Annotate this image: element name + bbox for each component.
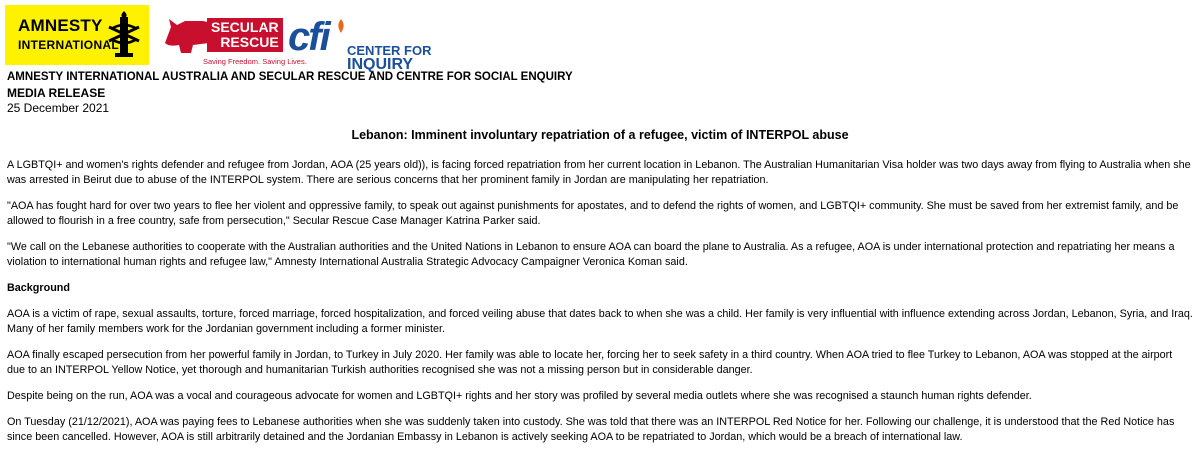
flame-icon — [336, 19, 346, 33]
cfi-logo — [288, 15, 432, 73]
paragraph-intro: A LGBTQI+ and women's rights defender and refugee from Jordan, AOA (25 years old)), is facing forced repatriation from her current location in Lebanon. The Australian Humanitarian Visa holder was two days away from flying to Australia when she was arrested in Beirut due to abuse of the INTERPOL system. There are serious concerns that her prominent family in Jordan are manipulating her repatriation. — [7, 159, 1191, 186]
paragraph-quote-koman: "We call on the Lebanese authorities to cooperate with the Australian authorities and the United Nations in Lebanon to ensure AOA can board the plane to Australia. As a refugee, AOA is under international protection and repatriating her means a violation to international human rights and refugee law," Amnesty International Australia Strategic Advocacy Campaigner Veronica Koman said. — [7, 241, 1175, 268]
organisations-line: AMNESTY INTERNATIONAL AUSTRALIA AND SECULAR RESCUE AND CENTRE FOR SOCIAL ENQUIRY — [7, 71, 573, 83]
cfi-name-line1: CENTER FOR — [347, 43, 432, 58]
amnesty-logo — [5, 5, 149, 65]
secular-tagline: Saving Freedom. Saving Lives. — [203, 57, 307, 66]
paragraph-background-1: AOA is a victim of rape, sexual assaults, torture, forced marriage, forced hospitalization, and forced veiling abuse that dates back to when she was a child. Her family is very influential with influence extending across Jordan, Lebanon, Syria, and Iraq. Many of her family members work for the Jordanian government including a former minister. — [7, 308, 1193, 335]
paragraph-quote-parker: "AOA has fought hard for over two years to flee her violent and oppressive family, to speak out against punishments for apostates, and to defend the rights of women, and LGBTQI+ community. She must be saved from her extremist family, and be allowed to flourish in a free country, safe from persecution," Secular Rescue Case Manager Katrina Parker said. — [7, 200, 1179, 227]
candle-icon — [107, 11, 141, 61]
article-body — [7, 158, 1193, 456]
cfi-letters: cfi — [288, 15, 329, 59]
media-release-label: MEDIA RELEASE — [7, 86, 106, 100]
page-title: Lebanon: Imminent involuntary repatriation of a refugee, victim of INTERPOL abuse — [351, 128, 849, 142]
secular-rescue-name — [207, 18, 283, 52]
release-date: 25 December 2021 — [7, 101, 110, 115]
amnesty-logo-line1: AMNESTY — [18, 16, 103, 35]
paragraph-background-2: AOA finally escaped persecution from her powerful family in Jordan, to Turkey in July 2020. Her family was able to locate her, forcing her to seek safety in a third country. When AOA tried to flee Turkey to Lebanon, AOA was stopped at the airport due to an INTERPOL Yellow Notice, yet thorough and humanitarian Turkish authorities recognised she was not a missing person but in considerable danger. — [7, 349, 1173, 376]
paragraph-background-3: Despite being on the run, AOA was a vocal and courageous advocate for women and LGBTQI+ rights and her story was profiled by several media outlets where she was recognised a staunch human rights defender. — [7, 390, 1032, 402]
secular-logo-line2: RESCUE — [220, 34, 279, 50]
paragraph-background-4: On Tuesday (21/12/2021), AOA was paying fees to Lebanese authorities when she was suddenly taken into custody. She was told that there was an INTERPOL Red Notice for her. Following our challenge, it is understood that the Red Notice has since been cancelled. However, AOA is still arbitrarily detained and the Jordanian Embassy in Lebanon is actively seeking AOA to be repatriated to Jordan, which would be a breach of international law. — [7, 416, 1175, 443]
secular-logo-line1: SECULAR — [211, 19, 279, 35]
cfi-name-line2: INQUIRY — [347, 56, 414, 73]
amnesty-logo-line2: INTERNATIONAL — [18, 38, 120, 52]
secular-rescue-logo — [163, 13, 307, 69]
background-heading: Background — [7, 282, 70, 294]
